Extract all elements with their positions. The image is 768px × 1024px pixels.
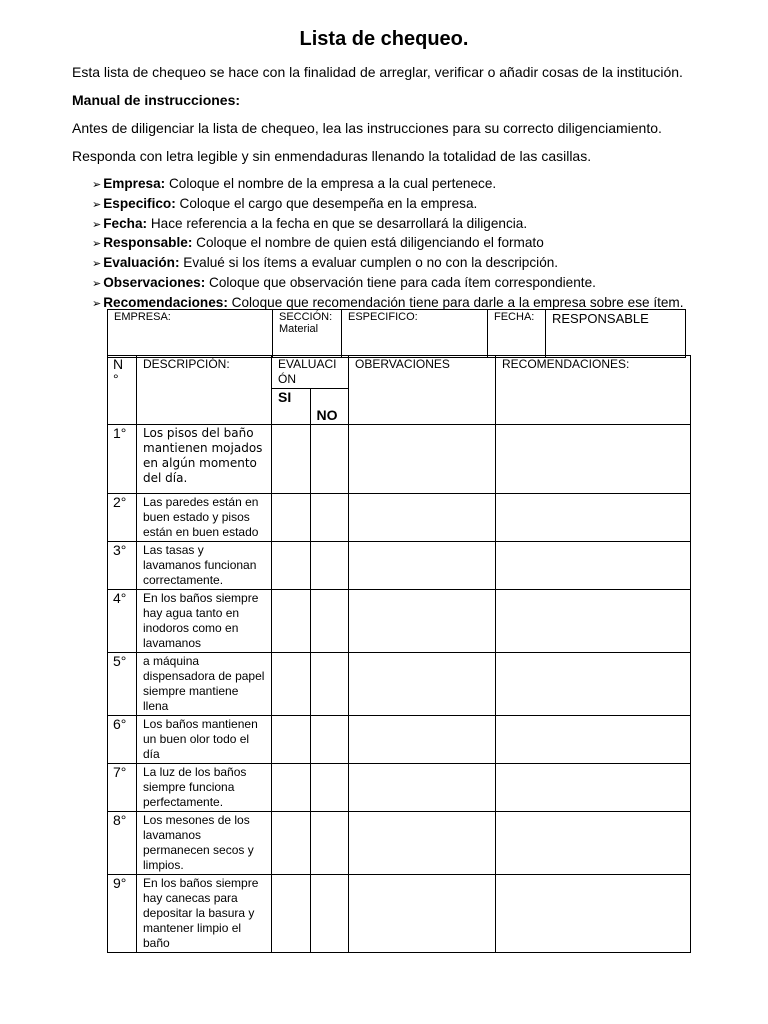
- arrowhead-right-icon: ➢: [92, 277, 102, 290]
- row-number: 1°: [108, 425, 137, 494]
- row-description: Los mesones de los lavamanos permanecen secos y limpios.: [137, 812, 272, 875]
- instruction-item: ➢ Especifico: Coloque el cargo que desempeña en la empresa.: [92, 195, 478, 211]
- observaciones-cell[interactable]: [349, 875, 496, 953]
- instruction-item: ➢ Responsable: Coloque el nombre de quien está diligenciando el formato: [92, 235, 544, 251]
- empresa-cell[interactable]: EMPRESA:: [108, 310, 273, 358]
- si-cell[interactable]: [272, 494, 311, 542]
- observaciones-cell[interactable]: [349, 425, 496, 494]
- especifico-cell[interactable]: ESPECIFICO:: [342, 310, 488, 358]
- instruction-item: ➢ Fecha: Hace referencia a la fecha en que se desarrollará la diligencia.: [92, 215, 528, 231]
- row-number: 9°: [108, 875, 137, 953]
- manual-heading: Manual de instrucciones:: [72, 92, 241, 108]
- row-description: Las tasas y lavamanos funcionan correctamente.: [137, 542, 272, 590]
- instruction-item: ➢ Recomendaciones: Coloque que recomendación tiene para darle a la empresa sobre ese ítem.: [92, 294, 684, 310]
- si-cell[interactable]: [272, 425, 311, 494]
- observaciones-cell[interactable]: [349, 812, 496, 875]
- arrowhead-right-icon: ➢: [92, 238, 102, 251]
- arrowhead-right-icon: ➢: [92, 179, 102, 191]
- arrowhead-right-icon: ➢: [92, 258, 102, 271]
- recomendaciones-cell[interactable]: [496, 875, 691, 953]
- observaciones-cell[interactable]: [349, 764, 496, 812]
- no-cell[interactable]: [310, 812, 349, 875]
- checklist-table: [107, 355, 691, 953]
- recomendaciones-cell[interactable]: [496, 716, 691, 764]
- si-cell[interactable]: [272, 542, 311, 590]
- instruction-item: ➢ Observaciones: Coloque que observación tiene para cada ítem correspondiente.: [92, 274, 596, 290]
- table-row: [108, 590, 691, 653]
- row-number: 7°: [108, 764, 137, 812]
- instructions-paragraph-2: Responda con letra legible y sin enmendaduras llenando la totalidad de las casillas.: [72, 148, 592, 164]
- row-number: 5°: [108, 653, 137, 716]
- instructions-paragraph-1: Antes de diligenciar la lista de chequeo, lea las instrucciones para su correcto diligenciamiento.: [72, 120, 662, 136]
- col-header-recomendaciones: RECOMENDACIONES:: [496, 356, 691, 425]
- no-cell[interactable]: [310, 875, 349, 953]
- recomendaciones-cell[interactable]: [496, 812, 691, 875]
- observaciones-cell[interactable]: [349, 653, 496, 716]
- instruction-item: ➢ Evaluación: Evalué si los ítems a evaluar cumplen o no con la descripción.: [92, 255, 559, 271]
- instruction-item: ➢ Empresa: Coloque el nombre de la empresa a la cual pertenece.: [92, 176, 497, 191]
- table-row: [108, 764, 691, 812]
- instruction-list: [92, 175, 684, 314]
- row-number: 3°: [108, 542, 137, 590]
- arrowhead-right-icon: ➢: [92, 297, 102, 310]
- row-number: 8°: [108, 812, 137, 875]
- observaciones-cell[interactable]: [349, 542, 496, 590]
- recomendaciones-cell[interactable]: [496, 590, 691, 653]
- recomendaciones-cell[interactable]: [496, 653, 691, 716]
- table-row: [108, 653, 691, 716]
- si-cell[interactable]: [272, 653, 311, 716]
- col-header-no: NO: [310, 389, 349, 425]
- row-description: Los pisos del baño mantienen mojados en algún momento del día.: [137, 425, 272, 494]
- responsable-cell[interactable]: RESPONSABLE: [546, 310, 686, 358]
- si-cell[interactable]: [272, 590, 311, 653]
- col-header-si: SI: [272, 389, 311, 425]
- col-header-descripcion: DESCRIPCIÓN:: [137, 356, 272, 425]
- col-header-num: N °: [108, 356, 137, 425]
- row-number: 6°: [108, 716, 137, 764]
- no-cell[interactable]: [310, 653, 349, 716]
- table-row: [108, 812, 691, 875]
- table-row: [108, 875, 691, 953]
- col-header-observaciones: OBERVACIONES: [349, 356, 496, 425]
- recomendaciones-cell[interactable]: [496, 764, 691, 812]
- col-header-evaluacion: EVALUACIÓN: [272, 356, 349, 389]
- recomendaciones-cell[interactable]: [496, 425, 691, 494]
- table-row: [108, 494, 691, 542]
- table-row: [108, 425, 691, 494]
- arrowhead-right-icon: ➢: [92, 218, 102, 231]
- si-cell[interactable]: [272, 764, 311, 812]
- row-description: Los baños mantienen un buen olor todo el día: [137, 716, 272, 764]
- recomendaciones-cell[interactable]: [496, 542, 691, 590]
- observaciones-cell[interactable]: [349, 590, 496, 653]
- no-cell[interactable]: [310, 425, 349, 494]
- row-description: En los baños siempre hay canecas para depositar la basura y mantener limpio el baño: [137, 875, 272, 953]
- no-cell[interactable]: [310, 764, 349, 812]
- arrowhead-right-icon: ➢: [92, 198, 102, 211]
- fecha-cell[interactable]: FECHA:: [488, 310, 546, 358]
- row-description: a máquina dispensadora de papel siempre mantiene llena: [137, 653, 272, 716]
- table-row: [108, 542, 691, 590]
- row-number: 2°: [108, 494, 137, 542]
- table-row: [108, 716, 691, 764]
- si-cell[interactable]: [272, 716, 311, 764]
- row-description: En los baños siempre hay agua tanto en inodoros como en lavamanos: [137, 590, 272, 653]
- header-info-table: [107, 309, 686, 358]
- intro-text: Esta lista de chequeo se hace con la finalidad de arreglar, verificar o añadir cosas de la institución.: [72, 64, 683, 80]
- row-number: 4°: [108, 590, 137, 653]
- observaciones-cell[interactable]: [349, 494, 496, 542]
- no-cell[interactable]: [310, 716, 349, 764]
- page-title: Lista de chequeo.: [299, 28, 469, 50]
- observaciones-cell[interactable]: [349, 716, 496, 764]
- recomendaciones-cell[interactable]: [496, 494, 691, 542]
- si-cell[interactable]: [272, 875, 311, 953]
- no-cell[interactable]: [310, 494, 349, 542]
- row-description: La luz de los baños siempre funciona perfectamente.: [137, 764, 272, 812]
- seccion-cell[interactable]: SECCIÓN: Material: [273, 310, 342, 358]
- si-cell[interactable]: [272, 812, 311, 875]
- row-description: Las paredes están en buen estado y pisos están en buen estado: [137, 494, 272, 542]
- no-cell[interactable]: [310, 590, 349, 653]
- no-cell[interactable]: [310, 542, 349, 590]
